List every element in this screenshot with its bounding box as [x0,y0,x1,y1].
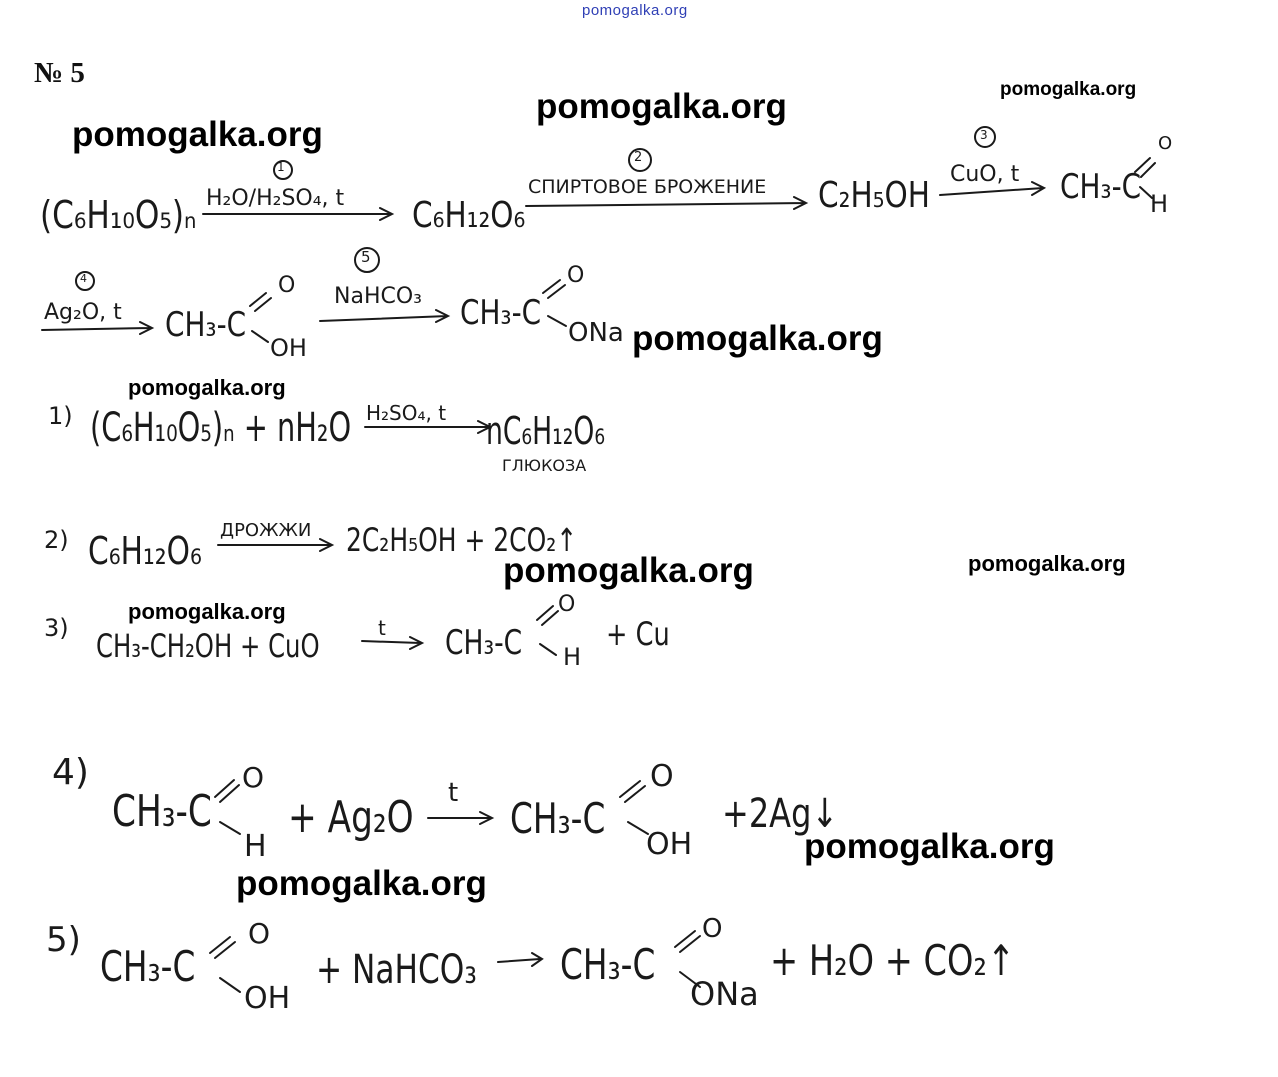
equation-4-number: 4) [52,752,89,793]
equation-1-right: nC₆H₁₂O₆ [486,409,606,453]
equation-1-condition: H₂SO₄, t [366,401,447,425]
equation-5-o: O [248,917,271,950]
equation-3-tail: + Cu [606,615,670,653]
watermark: pomogalka.org [72,115,323,154]
equation-5-ona: ONa [690,975,759,1013]
equation-4-o: O [242,761,265,794]
equation-5-tail: + H₂O + CO₂↑ [770,936,1016,985]
scheme-product-1: C₆H₁₂O₆ [412,195,526,236]
equation-5-number: 5) [46,920,81,960]
equation-4-oh: OH [646,827,693,862]
scheme-circle-2: 2 [634,150,643,165]
equation-2-condition: ДРОЖЖИ [220,520,312,541]
scheme-product-3-o: O [1158,133,1173,154]
equation-3-number: 3) [44,614,69,642]
equation-5-mid: + NaHCO₃ [316,947,477,993]
equation-3-left: CH₃-CH₂OH + CuO [96,627,320,665]
scheme-circle-1: 1 [277,160,285,174]
equation-4-left: CH₃-C [112,786,212,837]
scheme-product-4-o: O [278,273,296,298]
equation-4-condition: t [448,778,459,808]
watermark: pomogalka.org [1000,79,1137,100]
equation-1-left: (C₆H₁₀O₅)ₙ + nH₂O [90,405,352,451]
scheme-product-5-ona: ONa [568,318,624,348]
equation-4-right: CH₃-C [510,794,606,843]
scheme-condition-5: NaHCO₃ [334,284,422,309]
watermark: pomogalka.org [128,599,286,624]
equation-4-mid: + Ag₂O [288,792,414,843]
equation-4-h: H [244,829,267,864]
scheme-circle-5: 5 [361,248,371,266]
scheme-product-5-o: O [567,263,585,288]
arrow-step-5 [320,310,448,322]
equation-5-o2: O [702,914,723,944]
equation-3-condition: t [378,616,386,640]
scheme-product-3: CH₃-C [1060,167,1142,207]
watermark: pomogalka.org [536,87,787,126]
equation-3-h: H [563,643,582,671]
scheme-product-2: C₂H₅OH [818,175,930,216]
watermark: pomogalka.org [968,551,1126,576]
equation-3-right: CH₃-C [445,623,523,663]
scheme-condition-4: Ag₂O, t [44,300,122,325]
scheme-reactant: (C₆H₁₀O₅)ₙ [40,193,197,237]
equation-2-right: 2C₂H₅OH + 2CO₂↑ [346,521,578,559]
scheme-condition-3: CuO, t [950,162,1020,187]
scheme-circle-4: 4 [80,272,87,285]
watermark: pomogalka.org [128,375,286,400]
scheme-product-4: CH₃-C [165,305,247,345]
equation-2-left: C₆H₁₂O₆ [88,529,202,573]
problem-number: № 5 [34,57,85,89]
top-watermark: pomogalka.org [582,2,688,19]
equation-5-left: CH₃-C [100,942,196,991]
scheme-circle-3: 3 [980,128,988,142]
watermark: pomogalka.org [632,319,883,358]
arrow-step-2 [526,197,806,209]
equation-4-tail: +2Ag↓ [722,791,839,837]
equation-5-right: CH₃-C [560,940,656,989]
scheme-condition-1: H₂O/H₂SO₄, t [206,186,345,211]
equation-1-note: ГЛЮКОЗА [502,456,587,475]
watermark: pomogalka.org [503,551,754,590]
equation-1-number: 1) [48,402,73,430]
scheme-product-5: CH₃-C [460,293,542,333]
equation-2-number: 2) [44,526,69,554]
equation-4-o2: O [650,759,674,794]
watermark: pomogalka.org [236,864,487,903]
watermark: pomogalka.org [804,827,1055,866]
scheme-product-4-oh: OH [270,334,307,362]
equation-5-oh: OH [244,981,291,1016]
equation-3-o: O [558,592,576,617]
scheme-condition-2: СПИРТОВОЕ БРОЖЕНИЕ [528,176,767,198]
scheme-product-3-h: H [1150,190,1169,218]
